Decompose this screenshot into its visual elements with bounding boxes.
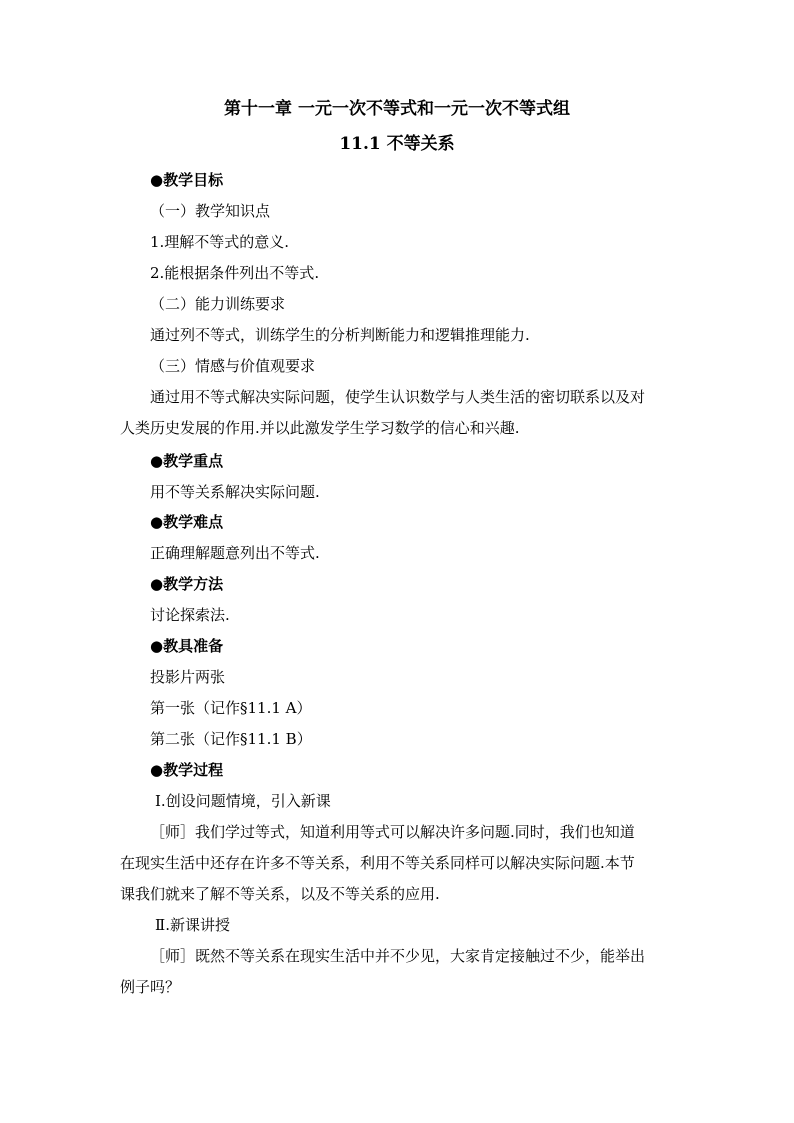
subheading-values-requirements: （三）情感与价值观要求 [150, 357, 316, 375]
paragraph: 讨论探索法. [150, 606, 230, 624]
paragraph: 正确理解题意列出不等式. [150, 544, 320, 562]
paragraph: 通过用不等式解决实际问题，使学生认识数学与人类生活的密切联系以及对 [150, 388, 646, 406]
paragraph: 2.能根据条件列出不等式. [150, 264, 320, 282]
paragraph-continuation: 课我们就来了解不等关系，以及不等关系的应用. [120, 885, 440, 903]
heading-difficulties: ●教学难点 [150, 513, 224, 531]
subheading-ability-requirements: （二）能力训练要求 [150, 295, 286, 313]
heading-teaching-aids: ●教具准备 [150, 637, 224, 655]
heading-teaching-process: ●教学过程 [150, 761, 224, 779]
paragraph: 通过列不等式，训练学生的分析判断能力和逻辑推理能力. [150, 326, 530, 344]
paragraph-continuation: 例子吗？ [120, 978, 181, 996]
paragraph: ［师］既然不等关系在现实生活中并不少见，大家肯定接触过不少，能举出 [150, 947, 646, 965]
subheading-knowledge-points: （一）教学知识点 [150, 202, 271, 220]
chapter-title: 第十一章 一元一次不等式和一元一次不等式组 [224, 99, 570, 119]
paragraph-continuation: 人类历史发展的作用.并以此激发学生学习数学的信心和兴趣. [120, 419, 520, 437]
paragraph: 1.理解不等式的意义. [150, 233, 290, 251]
paragraph: ［师］我们学过等式，知道利用等式可以解决许多问题.同时，我们也知道 [150, 823, 635, 841]
section-title: 11.1 不等关系 [339, 134, 455, 154]
heading-teaching-objectives: ●教学目标 [150, 171, 224, 189]
subheading-step-one: Ⅰ.创设问题情境，引入新课 [155, 792, 331, 810]
heading-teaching-method: ●教学方法 [150, 575, 224, 593]
paragraph: 用不等关系解决实际问题. [150, 483, 320, 501]
heading-key-points: ●教学重点 [150, 452, 224, 470]
paragraph-continuation: 在现实生活中还存在许多不等关系，利用不等关系同样可以解决实际问题.本节 [120, 854, 635, 872]
paragraph: 投影片两张 [150, 668, 226, 686]
paragraph: 第一张（记作§11.1 A） [150, 699, 312, 717]
subheading-step-two: Ⅱ.新课讲授 [155, 916, 230, 934]
paragraph: 第二张（记作§11.1 B） [150, 730, 312, 748]
